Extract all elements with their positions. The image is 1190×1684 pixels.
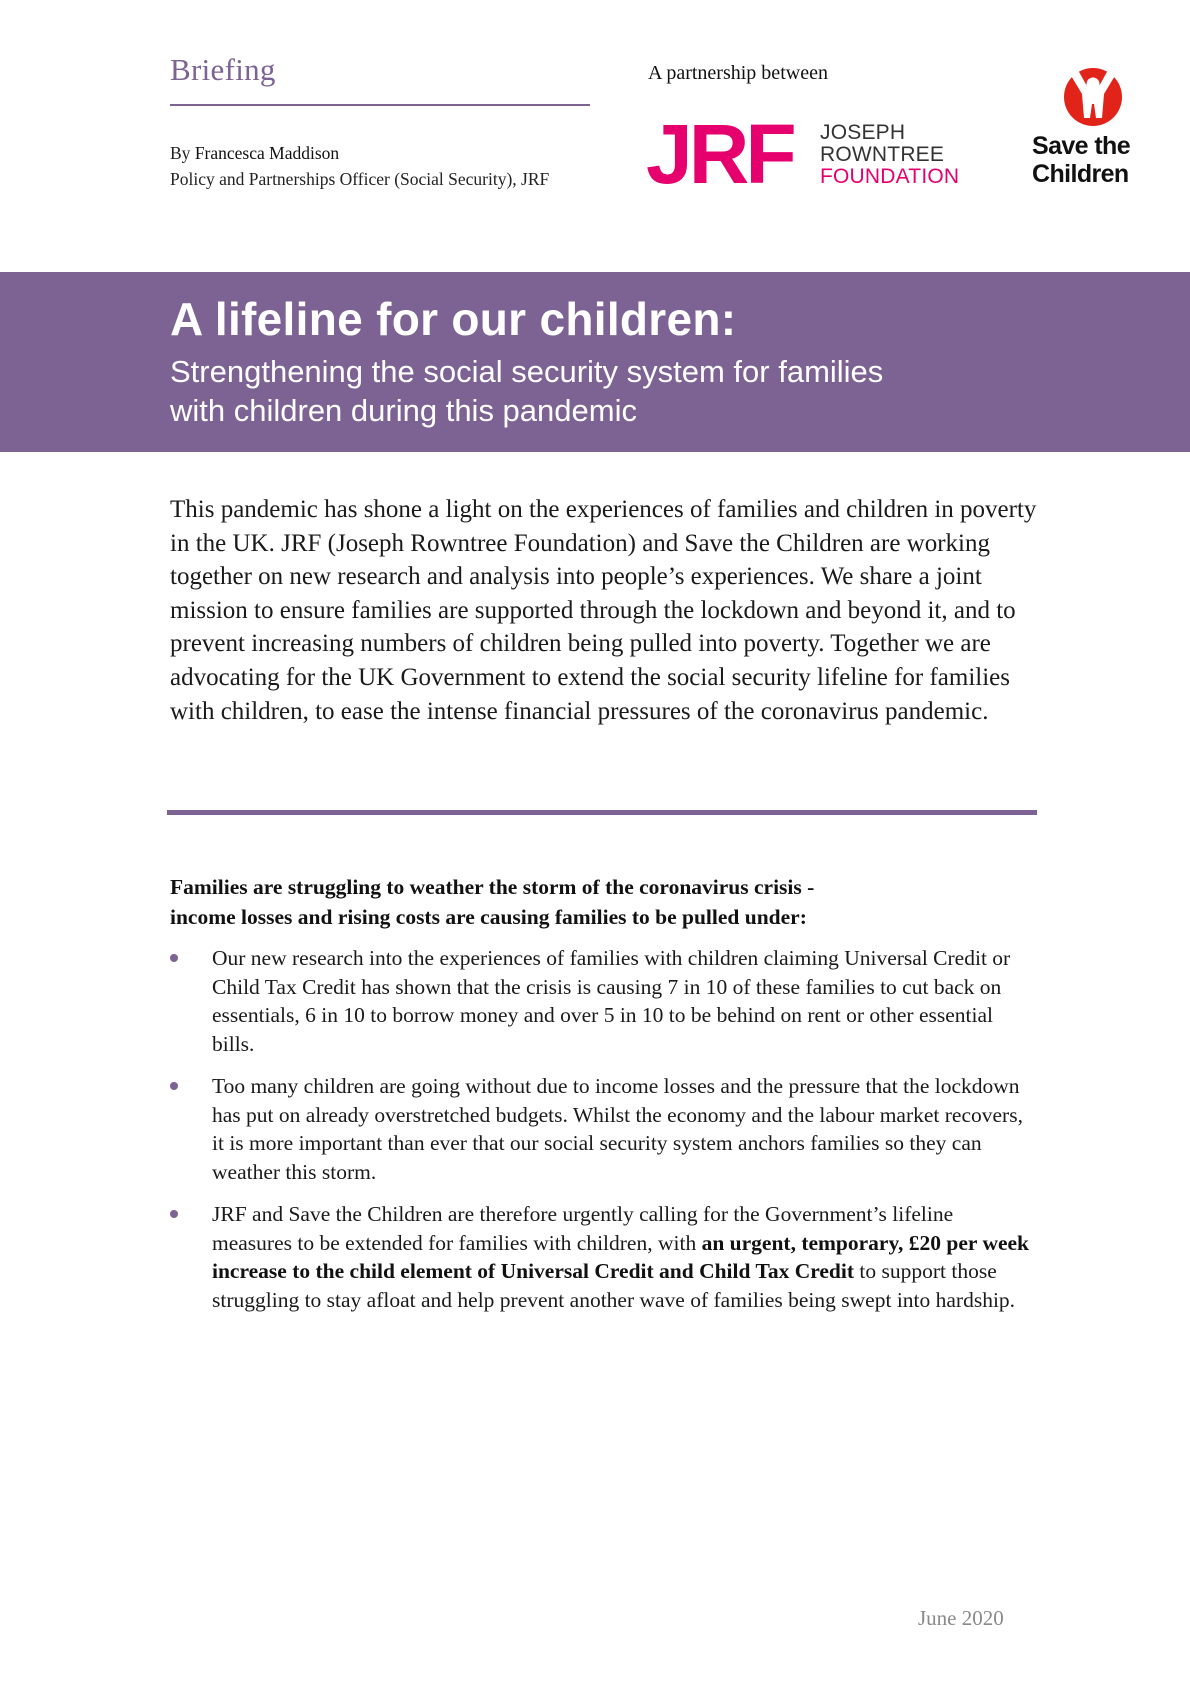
bullet-text-before: JRF and Save the Children are therefore urgently calling for the Government’s lifeline measures to be extended for families with children, with (212, 1202, 954, 1255)
publication-date: June 2020 (918, 1606, 1004, 1630)
jrf-logo (646, 107, 966, 201)
page-subtitle (170, 352, 1070, 430)
jrf-logo-line2: ROWNTREE (820, 143, 945, 166)
page-title: A lifeline for our children: (170, 293, 737, 345)
subtitle-line1: Strengthening the social security system for families (170, 354, 884, 389)
section-heading (170, 872, 1010, 932)
save-the-children-logo (1028, 62, 1158, 192)
bullet-text: Too many children are going without due to income losses and the pressure that the lockdown has put on already overstretched budgets. Whilst the economy and the labour market recovers, it is more important than ever that our social security system anchors families so they can weather this storm. (212, 1074, 1023, 1184)
jrf-logo-line1: JOSEPH (820, 121, 906, 144)
list-item (170, 1072, 1030, 1186)
byline-prefix: By (170, 143, 195, 163)
list-item (170, 1200, 1030, 1314)
jrf-logo-mark: JRF (646, 107, 793, 201)
bullet-text-after: to support those struggling to stay afloat and help prevent another wave of families being swept into hardship. (212, 1259, 1016, 1312)
save-the-children-wordmark (1032, 132, 1130, 188)
bullet-text: Our new research into the experiences of families with children claiming Universal Credit or Child Tax Credit has shown that the crisis is causing 7 in 10 of these families to cut back on essentials, 6 in 10 to borrow money and over 5 in 10 to be behind on rent or other essential bills. (212, 946, 1011, 1056)
author-name: Francesca Maddison (194, 143, 340, 163)
section-heading-line2: income losses and rising costs are causing families to be pulled under: (170, 905, 807, 929)
bullet-dot-icon (170, 1210, 178, 1218)
stc-line2: Children (1032, 160, 1129, 188)
jrf-logo-line3: FOUNDATION (820, 165, 960, 188)
partnership-label: A partnership between (648, 62, 828, 84)
briefing-rule (170, 104, 590, 106)
bullet-text-bold: an urgent, temporary, £20 per week increase to the child element of Universal Credit and Child Tax Credit (212, 1230, 1030, 1283)
byline (170, 140, 549, 192)
subtitle-line2: with children during this pandemic (170, 393, 637, 428)
stc-line1: Save the (1032, 132, 1131, 160)
bullet-dot-icon (170, 1082, 178, 1090)
list-item (170, 944, 1030, 1058)
jrf-logo-wordmark (820, 122, 959, 188)
intro-paragraph: This pandemic has shone a light on the experiences of families and children in poverty in the UK. JRF (Joseph Rowntree Foundation) and Save the Children are working together on new research and analysis into people’s experiences. We share a joint mission to ensure families are supported through the lockdown and beyond it, and to prevent increasing numbers of children being pulled into poverty. Together we are advocating for the UK Government to extend the social security lifeline for families with children, to ease the intense financial pressures of the coronavirus pandemic. (170, 496, 1037, 725)
bullet-list (170, 944, 1030, 1328)
section-divider (167, 810, 1037, 815)
section-heading-line1: Families are struggling to weather the storm of the coronavirus crisis - (170, 875, 815, 899)
save-the-children-figure-icon (1062, 62, 1124, 128)
bullet-dot-icon (170, 954, 178, 962)
briefing-label: Briefing (170, 52, 276, 87)
author-role: Policy and Partnerships Officer (Social Security), JRF (170, 169, 550, 189)
